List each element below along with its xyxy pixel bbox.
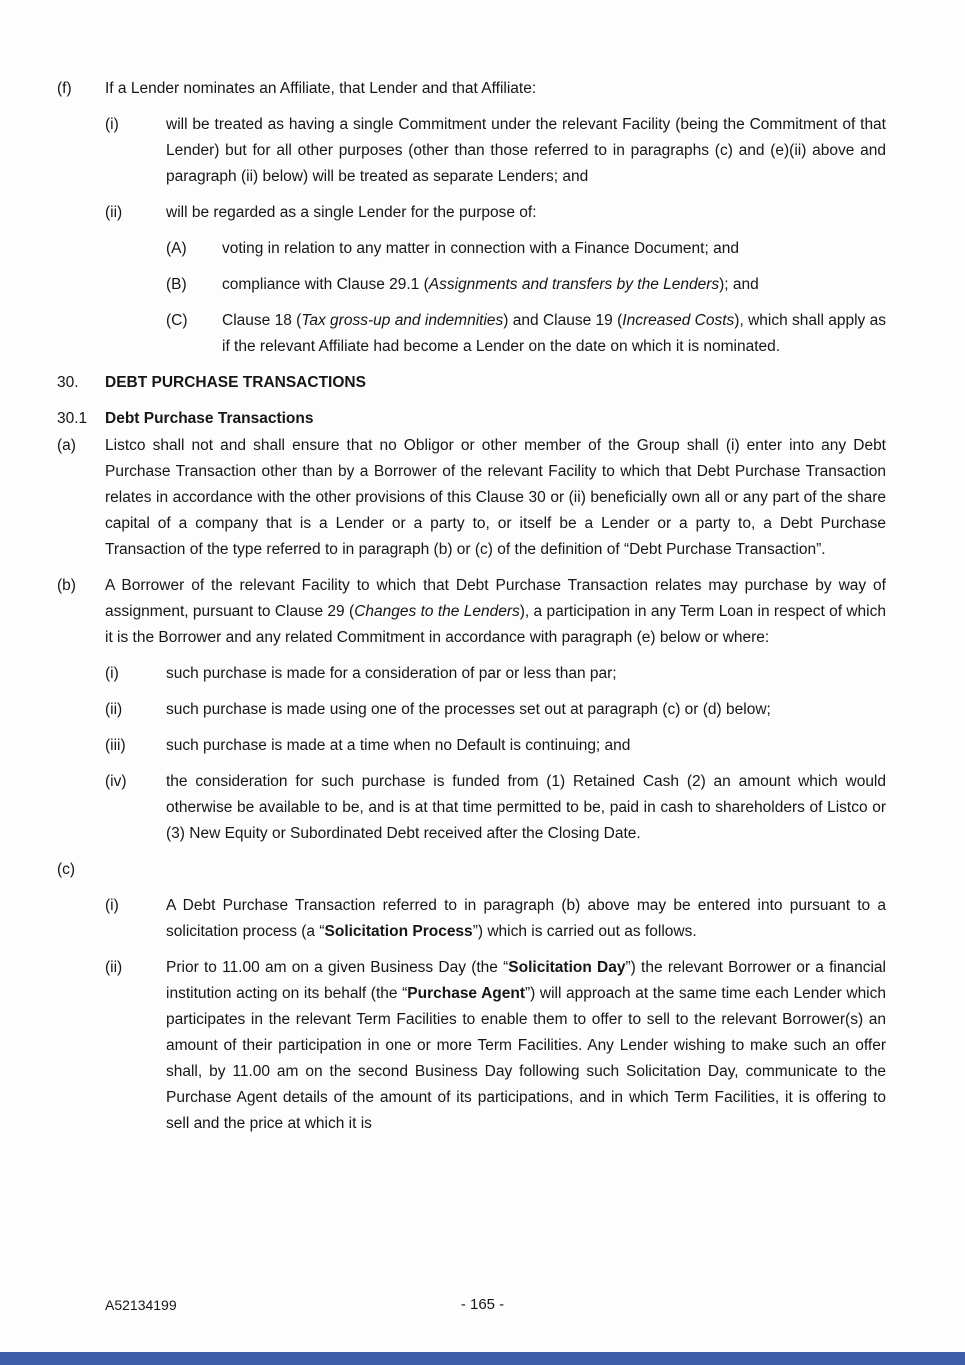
paragraph-text: such purchase is made using one of the processes set out at paragraph (c) or (d) below;: [166, 701, 771, 718]
paragraph-marker: (ii): [105, 959, 123, 976]
section-heading: [57, 370, 886, 396]
page-number: - 165 -: [460, 1296, 505, 1313]
paragraph-marker: (f): [57, 80, 72, 97]
paragraph: [57, 308, 886, 360]
paragraph: [57, 857, 886, 883]
paragraph-text: A Debt Purchase Transaction referred to in paragraph (b) above may be entered into pursuant to a solicitation process (a “Solicitation Process”) which is carried out as follows.: [166, 897, 886, 940]
paragraph-marker: (iv): [105, 773, 127, 790]
paragraph-marker: (C): [166, 312, 188, 329]
section-heading: [57, 406, 886, 432]
paragraph-marker: (B): [166, 276, 187, 293]
paragraph-text: such purchase is made for a consideration of par or less than par;: [166, 665, 617, 682]
paragraph: [57, 893, 886, 945]
paragraph: [57, 433, 886, 563]
paragraph-text: voting in relation to any matter in connection with a Finance Document; and: [222, 240, 739, 257]
paragraph-marker: (A): [166, 240, 187, 257]
paragraph-marker: 30.: [57, 374, 79, 391]
paragraph-text: such purchase is made at a time when no Default is continuing; and: [166, 737, 631, 754]
paragraph-marker: (i): [105, 897, 119, 914]
paragraph-marker: (ii): [105, 701, 123, 718]
paragraph: [57, 955, 886, 1137]
paragraph-marker: (iii): [105, 737, 126, 754]
paragraph-text: will be regarded as a single Lender for the purpose of:: [166, 204, 537, 221]
paragraph: [57, 272, 886, 298]
paragraph-marker: (i): [105, 665, 119, 682]
paragraph: [57, 733, 886, 759]
paragraph-marker: (c): [57, 861, 76, 878]
document-body: [57, 76, 886, 1147]
paragraph: [57, 573, 886, 651]
paragraph-marker: (b): [57, 577, 76, 594]
paragraph-text: Prior to 11.00 am on a given Business Day (the “Solicitation Day”) the relevant Borrower or a financial institution acting on its behalf (the “Purchase Agent”) will approach at the same time each Lender which participates in the relevant Term Facilities to enable them to offer to sell to the relevant Borrower(s) an amount of their participation in one or more Term Facilities. Any Lender wishing to make such an offer shall, by 11.00 am on the second Business Day following such Solicitation Day, communicate to the Purchase Agent details of the amount of its participations, and in which Term Facilities, it is offering to sell and the price at which it is: [166, 959, 887, 1132]
paragraph: [57, 769, 886, 847]
paragraph-text: Clause 18 (Tax gross-up and indemnities) and Clause 19 (Increased Costs), which shall apply as if the relevant Affiliate had become a Lender on the date on which it is nominated.: [222, 312, 887, 355]
paragraph-text: will be treated as having a single Commitment under the relevant Facility (being the Commitment of that Lender) but for all other purposes (other than those referred to in paragraphs (c) and (e)(ii) above and paragraph (ii) below) will be treated as separate Lenders; and: [166, 116, 886, 185]
paragraph-text: [105, 857, 886, 883]
paragraph: [57, 76, 886, 102]
paragraph-text: compliance with Clause 29.1 (Assignments and transfers by the Lenders); and: [222, 276, 759, 293]
paragraph: [57, 236, 886, 262]
paragraph: [57, 697, 886, 723]
paragraph-text: If a Lender nominates an Affiliate, that Lender and that Affiliate:: [105, 80, 537, 97]
paragraph-marker: 30.1: [57, 410, 88, 427]
paragraph: [57, 112, 886, 190]
paragraph-text: the consideration for such purchase is funded from (1) Retained Cash (2) an amount which would otherwise be available to be, and is at that time permitted to be, paid in cash to shareholders of Listco or (3) New Equity or Subordinated Debt received after the Closing Date.: [166, 773, 886, 842]
paragraph-text: Debt Purchase Transactions: [105, 410, 314, 427]
page-footer: [0, 1294, 965, 1316]
bottom-accent-bar: [0, 1352, 965, 1365]
paragraph-text: Listco shall not and shall ensure that no Obligor or other member of the Group shall (i) enter into any Debt Purchase Transaction other than by a Borrower of the relevant Facility to which that Debt Purchase Transaction relates in accordance with the other provisions of this Clause 30 or (ii) beneficially own all or any part of the share capital of a company that is a Lender or a party to, or itself be a Lender or a party to, a Debt Purchase Transaction of the type referred to in paragraph (b) or (c) of the definition of “Debt Purchase Transaction”.: [105, 437, 886, 558]
document-id: A52134199: [105, 1297, 177, 1313]
paragraph-text: A Borrower of the relevant Facility to which that Debt Purchase Transaction relates may purchase by way of assignment, pursuant to Clause 29 (Changes to the Lenders), a participation in any Term Loan in respect of which it is the Borrower and any related Commitment in accordance with paragraph (e) below or where:: [105, 577, 886, 646]
paragraph-marker: (a): [57, 437, 76, 454]
paragraph: [57, 661, 886, 687]
paragraph: [57, 200, 886, 226]
paragraph-marker: (i): [105, 116, 119, 133]
paragraph-text: DEBT PURCHASE TRANSACTIONS: [105, 374, 366, 391]
paragraph-marker: (ii): [105, 204, 123, 221]
